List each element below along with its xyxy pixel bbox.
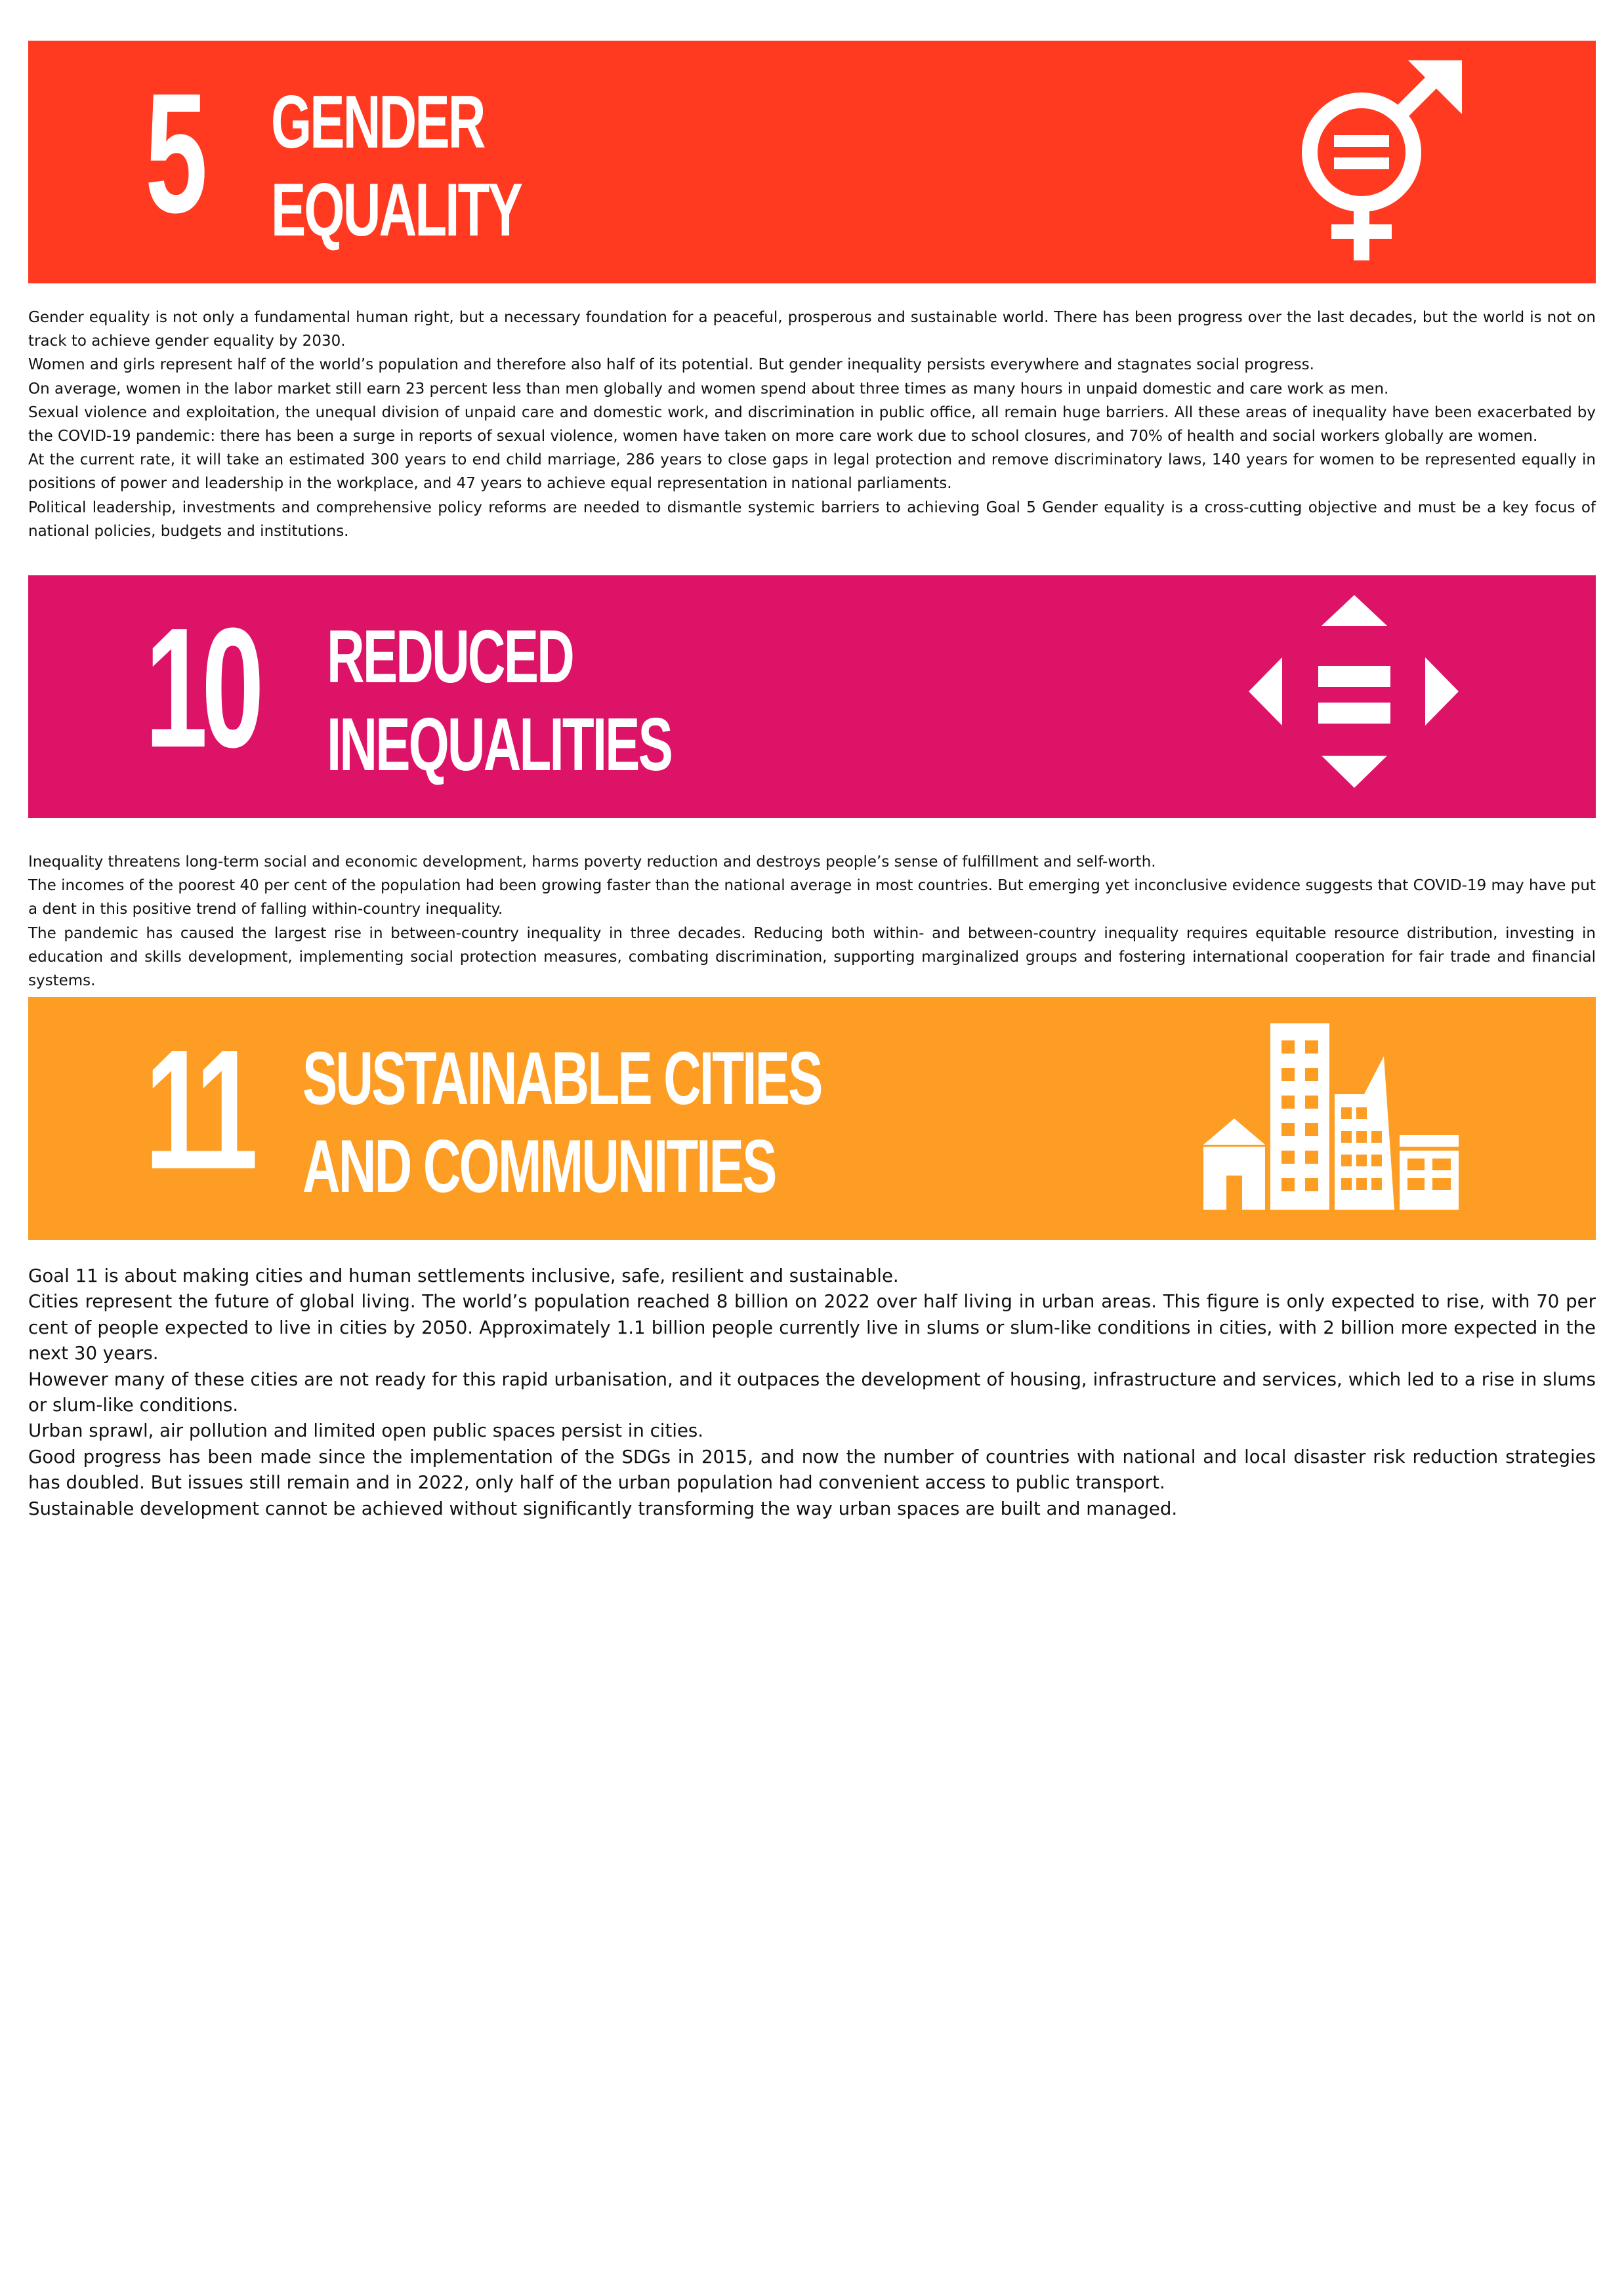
goal-5-title bbox=[271, 79, 521, 255]
goal-10-paragraph: Inequality threatens long-term social and economic development, harms poverty reduction and destroys people’s sense of fulfillment and self-worth. bbox=[28, 853, 1156, 871]
goal-10-title-line1: REDUCED bbox=[327, 615, 573, 699]
gender-equality-icon bbox=[1288, 60, 1472, 264]
goal-5-paragraph: At the current rate, it will take an estimated 300 years to end child marriage, 286 years to close gaps in legal protection and remove discriminatory laws, 140 years for women to be represented equally in positions of power and leadership in the workplace, and 47 years to achieve equal representation in national parliaments. bbox=[28, 451, 1596, 493]
goal-5-paragraph: On average, women in the labor market still earn 23 percent less than men globally and women spend about three times as many hours in unpaid domestic and care work as men. bbox=[28, 380, 1389, 398]
goal-10-title bbox=[327, 613, 671, 789]
sustainable-cities-icon bbox=[1196, 1023, 1485, 1220]
goal-5-paragraph: Gender equality is not only a fundamental human right, but a necessary foundation for a peaceful, prosperous and sustainable world. There has been progress over the last decades, but the world is not on track to achieve gender equality by 2030. bbox=[28, 309, 1596, 350]
goal-11-text bbox=[28, 1263, 1596, 1521]
goal-11-banner bbox=[28, 997, 1596, 1240]
goal-10-number: 10 bbox=[145, 593, 259, 783]
goal-10-paragraph: The incomes of the poorest 40 per cent of the population had been growing faster than the national average in most countries. But emerging yet inconclusive evidence suggests that COVID-19 may have put a dent in this positive trend of falling within-country inequality. bbox=[28, 877, 1596, 918]
goal-5-paragraph: Sexual violence and exploitation, the unequal division of unpaid care and domestic work, and discrimination in public office, all remain huge barriers. All these areas of inequality have been exacerbated by the COVID-19 pandemic: there has been a surge in reports of sexual violence, women have taken on more care work due to school closures, and 70% of health and social workers globally are women. bbox=[28, 403, 1596, 445]
goal-11-paragraph: Sustainable development cannot be achieved without significantly transforming the way urban spaces are built and managed. bbox=[28, 1497, 1178, 1519]
goal-10-title-line2: INEQUALITIES bbox=[327, 703, 672, 787]
goal-11-number: 11 bbox=[145, 1015, 252, 1205]
goal-11-paragraph: Urban sprawl, air pollution and limited open public spaces persist in cities. bbox=[28, 1420, 704, 1442]
goal-10-text bbox=[28, 850, 1596, 993]
goal-11-title-line1: SUSTAINABLE CITIES bbox=[302, 1037, 822, 1120]
goal-11-paragraph: Good progress has been made since the implementation of the SDGs in 2015, and now the number of countries with national and local disaster risk reduction strategies has doubled. But issues still remain and in 2022, only half of the urban population had convenient access to public transport. bbox=[28, 1445, 1596, 1494]
goal-5-number: 5 bbox=[145, 58, 202, 249]
goal-10-banner bbox=[28, 575, 1596, 818]
goal-11-paragraph: However many of these cities are not ready for this rapid urbanisation, and it outpaces the development of housing, infrastructure and services, which led to a rise in slums or slum-like conditions. bbox=[28, 1368, 1596, 1416]
goal-11-paragraph: Goal 11 is about making cities and human settlements inclusive, safe, resilient and sustainable. bbox=[28, 1265, 899, 1286]
goal-5-title-line2: EQUALITY bbox=[271, 169, 522, 252]
goal-5-paragraph: Political leadership, investments and comprehensive policy reforms are needed to dismantle systemic barriers to achieving Goal 5 Gender equality is a cross-cutting objective and must be a key focus of national policies, budgets and institutions. bbox=[28, 499, 1596, 540]
goal-11-paragraph: Cities represent the future of global living. The world’s population reached 8 billion on 2022 over half living in urban areas. This figure is only expected to rise, with 70 per cent of people expected to live in cities by 2050. Approximately 1.1 billion people currently live in slums or slum-like conditions in cities, with 2 billion more expected in the next 30 years. bbox=[28, 1290, 1596, 1364]
goal-11-title bbox=[302, 1035, 822, 1211]
goal-5-title-line1: GENDER bbox=[271, 81, 484, 164]
reduced-inequalities-icon bbox=[1249, 595, 1459, 798]
goal-5-text bbox=[28, 306, 1596, 543]
goal-11-title-line2: AND COMMUNITIES bbox=[302, 1125, 776, 1208]
goal-10-paragraph: The pandemic has caused the largest rise in between-country inequality in three decades. Reducing both within- and between-country inequality requires equitable resource distribution, investing in education and skills development, implementing social protection measures, combating discrimination, supporting marginalized groups and fostering international cooperation for fair trade and financial systems. bbox=[28, 924, 1596, 990]
goal-5-banner bbox=[28, 41, 1596, 283]
goal-5-paragraph: Women and girls represent half of the world’s population and therefore also half of its potential. But gender inequality persists everywhere and stagnates social progress. bbox=[28, 356, 1314, 374]
